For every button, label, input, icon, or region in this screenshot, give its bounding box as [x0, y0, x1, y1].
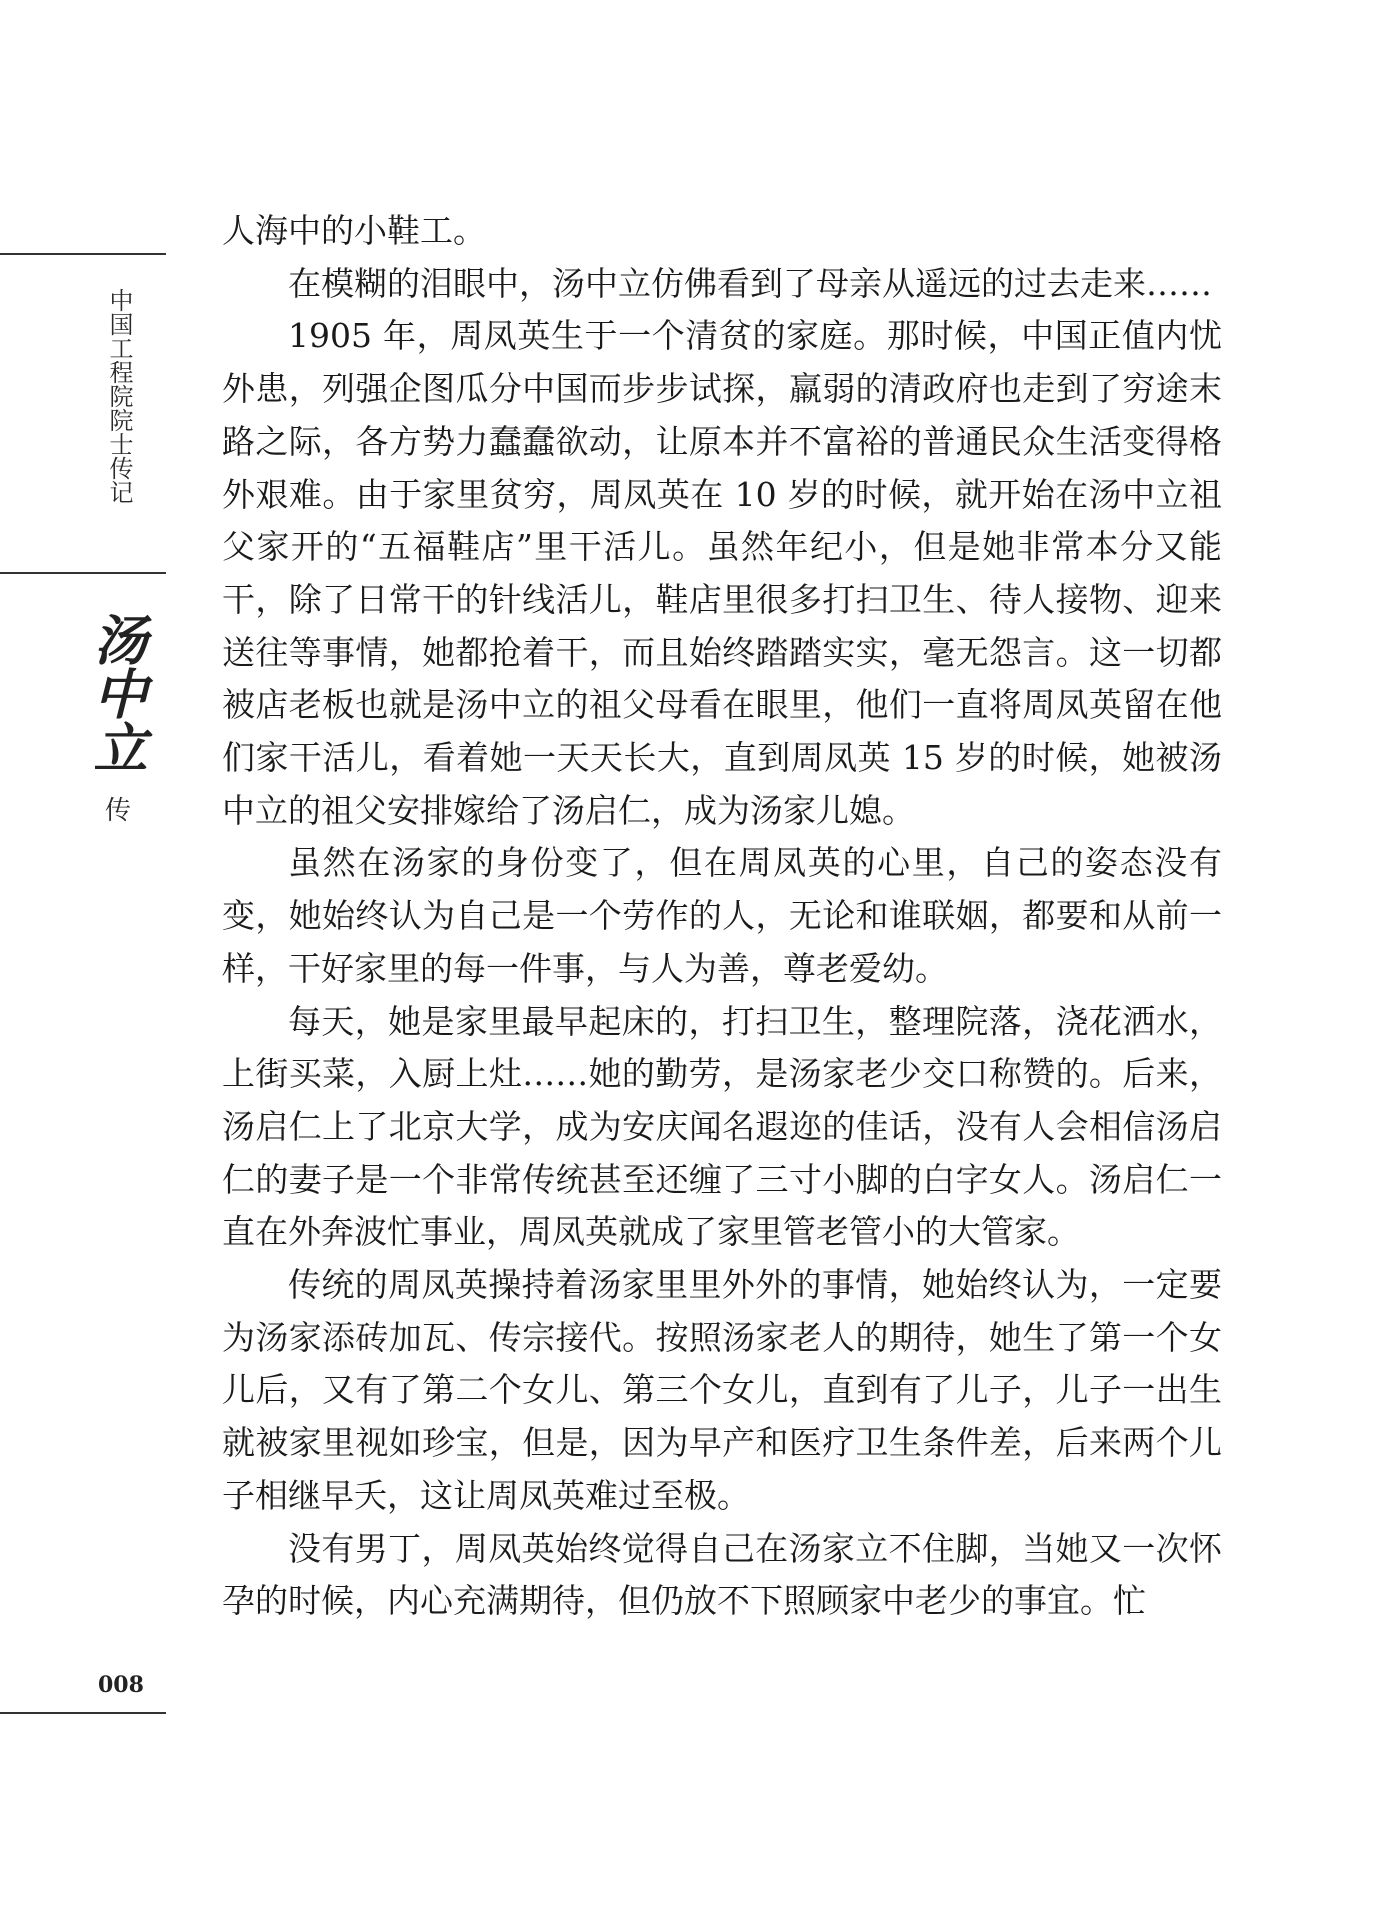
paragraph-2: 在模糊的泪眼中，汤中立仿佛看到了母亲从遥远的过去走来…… — [288, 263, 1212, 303]
sidebar-rule-middle — [0, 572, 166, 574]
book-suffix: 传 — [104, 796, 131, 826]
paragraph-4: 虽然在汤家的身份变了，但在周凤英的心里，自己的姿态没有变，她始终认为自己是一个劳作的人，无论和谁联姻，都要和从前一样，干好家里的每一件事，与人为善，尊老爱幼。 — [222, 843, 1222, 988]
series-title: 中国工程院院士传记 — [105, 288, 133, 504]
paragraph-5: 每天，她是家里最早起床的，打扫卫生，整理院落，浇花洒水，上街买菜，入厨上灶……她的勤劳，是汤家老少交口称赞的。后来，汤启仁上了北京大学，成为安庆闻名遐迩的佳话，没有人会相信汤启仁的妻子是一个非常传统甚至还缠了三寸小脚的白字女人。汤启仁一直在外奔波忙事业，周凤英就成了家里管老管小的大管家。 — [222, 1001, 1222, 1252]
sidebar-rule-top — [0, 253, 166, 255]
page-number: 008 — [98, 1672, 144, 1698]
paragraph-6: 传统的周凤英操持着汤家里里外外的事情，她始终认为，一定要为汤家添砖加瓦、传宗接代。按照汤家老人的期待，她生了第一个女儿后，又有了第二个女儿、第三个女儿，直到有了儿子，儿子一出生就被家里视如珍宝，但是，因为早产和医疗卫生条件差，后来两个儿子相继早夭，这让周凤英难过至极。 — [222, 1265, 1222, 1515]
paragraph-3: 1905 年，周凤英生于一个清贫的家庭。那时候，中国正值内忧外患，列强企图瓜分中国而步步试探，羸弱的清政府也走到了穷途末路之际，各方势力蠢蠢欲动，让原本并不富裕的普通民众生活变得格外艰难。由于家里贫穷，周凤英在 10 岁的时候，就开始在汤中立祖父家开的“五福鞋店”里干活儿。虽然年纪小，但是她非常本分又能干，除了日常干的针线活儿，鞋店里很多打扫卫生、待人接物、迎来送往等事情，她都抢着干，而且始终踏踏实实，毫无怨言。这一切都被店老板也就是汤中立的祖父母看在眼里，他们一直将周凤英留在他们家干活儿，看着她一天天长大，直到周凤英 15 岁的时候，她被汤中立的祖父安排嫁给了汤启仁，成为汤家儿媳。 — [222, 316, 1222, 830]
body-text — [222, 205, 1222, 1628]
book-name: 汤中立 — [85, 612, 149, 774]
paragraph-1: 人海中的小鞋工。 — [222, 211, 486, 250]
sidebar-rule-bottom — [0, 1712, 166, 1714]
paragraph-7: 没有男丁，周凤英始终觉得自己在汤家立不住脚，当她又一次怀孕的时候，内心充满期待，但仍放不下照顾家中老少的事宜。忙 — [222, 1528, 1222, 1621]
